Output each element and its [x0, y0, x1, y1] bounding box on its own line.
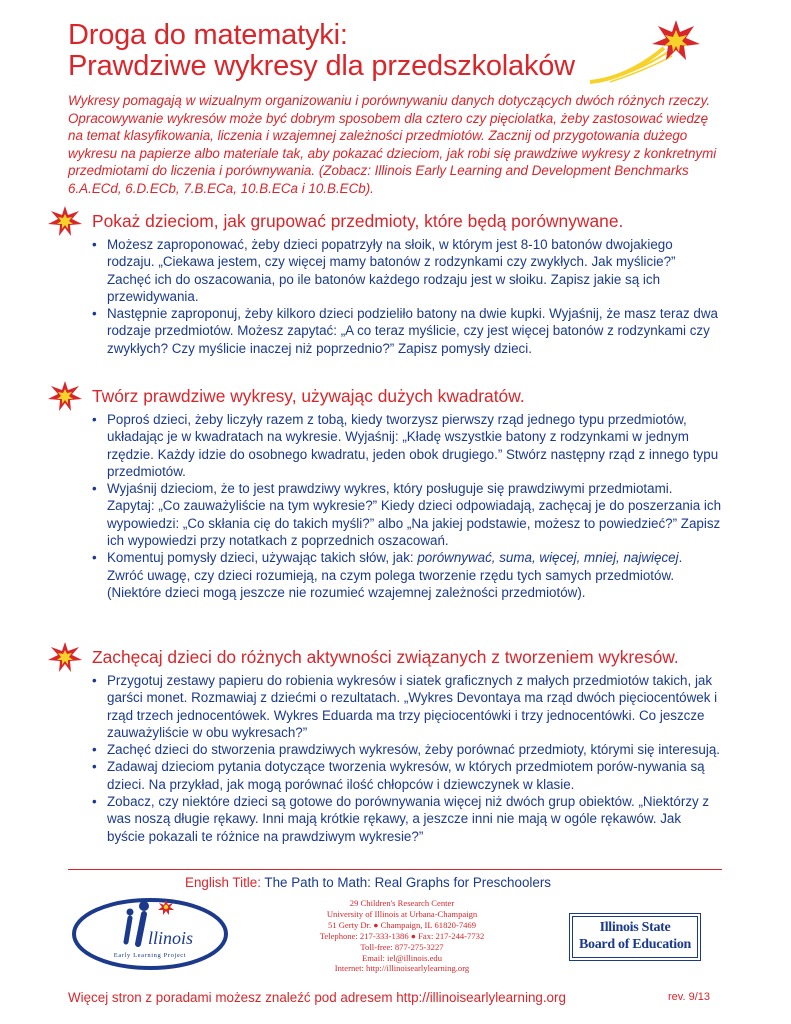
- star-bullet-icon: [48, 642, 82, 672]
- bullet-list: [92, 411, 722, 601]
- list-item: • Zobacz, czy niektóre dzieci są gotowe do porównywania więcej niż dwóch grup obiektów. „Niektórzy z was noszą długie rękawy. Inni mają krótkie rękawy, a jeszcze inni nie mają w ogóle rękawów. Jak byście pokazali te różnice na prawdziwym wykresie?”: [92, 793, 722, 845]
- list-item: • Wyjaśnij dzieciom, że to jest prawdziwy wykres, który posługuje się prawdziwymi przedmiotami. Zapytaj: „Co zauważyliście na tym wykresie?” Kiedy dzieci odpowiadają, zachęcaj je do poszerzania ich wypowiedzi: „Co skłania cię do takich myśli?” albo „Na jakiej podstawie, możesz to powiedzieć?” Zapisz ich wypowiedzi przy notatkach z poprzednich oszacowań.: [92, 480, 722, 549]
- contact-email[interactable]: Email: iel@illinois.edu: [362, 952, 442, 963]
- intro-paragraph: Wykresy pomagają w wizualnym organizowaniu i porównywaniu danych dotyczących dwóch różnych rzeczy. Opracowywanie wykresów może być dobrym sposobem dla cztero czy pięciolatka, żeby zastosować wiedzę na temat klasyfikowania, liczenia i wzajemnej zależności przedmiotów. Zacznij od przygotowania dużego wykresu na papierze albo materiale tak, aby pokazać dzieciom, jak robi się prawdziwe wykresy z konkretnymi przedmiotami do liczenia i porównywania. (Zobacz: Illinois Early Learning and Development Benchmarks 6.A.ECd, 6.D.ECb, 7.B.ECa, 10.B.ECa i 10.B.ECb).: [68, 93, 717, 196]
- iel-logo-word: llinois: [148, 928, 194, 948]
- iel-logo-subtitle: Early Learning Project: [113, 952, 187, 959]
- page-title: [68, 20, 668, 82]
- list-item: • Możesz zaproponować, żeby dzieci popatrzyły na słoik, w którym jest 8-10 batonów dwojakiego rodzaju. „Ciekawa jestem, czy więcej mamy batonów z rodzynkami czy zwykłych. Jak myślicie?” Zachęć ich do oszacowania, po ile batonów każdego rodzaju jest w słoiku. Zapisz jakie są ich przewidywania.: [92, 236, 722, 305]
- title-line-1: Droga do matematyki:: [68, 19, 348, 51]
- section-group-items: [48, 210, 748, 357]
- list-item: [92, 549, 722, 601]
- section-title: Twórz prawdziwe wykresy, używając dużych kwadratów.: [92, 386, 525, 406]
- footer-more-tips-link[interactable]: Więcej stron z poradami możesz znaleźć pod adresem http://illinoisearlylearning.org: [68, 990, 566, 1005]
- iel-logo-icon: [70, 892, 252, 972]
- section-title: Zachęcaj dzieci do różnych aktywności związanych z tworzeniem wykresów.: [92, 647, 679, 667]
- contact-line: Toll-free: 877-275-3227: [360, 941, 444, 952]
- isbe-line-1: Illinois State: [599, 920, 671, 935]
- english-title-value: The Path to Math: Real Graphs for Preschoolers: [264, 875, 551, 890]
- star-bullet-icon: [48, 206, 82, 236]
- bullet-text: Komentuj pomysły dzieci, używając takich słów, jak:: [107, 550, 418, 566]
- contact-line: Telephone: 217-333-1386 ● Fax: 217-244-7732: [319, 930, 485, 941]
- english-title: [68, 875, 668, 890]
- list-item: • Poproś dzieci, żeby liczyły razem z tobą, kiedy tworzysz pierwszy rząd jednego typu przedmiotów, układając je w kwadratach na wykresie. Wyjaśnij: „Kładę wszystkie batony z rodzynkami w jednym rzędzie. Każdy idzie do osobnego kwadratu, jeden obok drugiego.” Stwórz następny rząd z innego typu przedmiotów.: [92, 411, 722, 480]
- contact-info: [292, 898, 512, 974]
- contact-website[interactable]: Internet: http://illinoisearlylearning.org: [334, 963, 470, 974]
- section-title: Pokaż dzieciom, jak grupować przedmioty, które będą porównywane.: [92, 211, 624, 231]
- list-item: • Przygotuj zestawy papieru do robienia wykresów i siatek graficznych z małych przedmiotów takich, jak garści monet. Rozmawiaj z dziećmi o rezultatach. „Wykres Devontaya ma rząd dwóch pięciocentówek i rząd trzech jednocentówek. Wykres Eduarda ma trzy pięciocentówki i trzy jednocentówki. Co jeszcze zauważyliście w obu wykresach?”: [92, 672, 722, 741]
- contact-line: 51 Gerty Dr. ● Champaign, IL 61820-7469: [327, 919, 477, 930]
- revision-label: rev. 9/13: [668, 991, 710, 1003]
- star-bullet-icon: [48, 381, 82, 411]
- list-item: • Następnie zaproponuj, żeby kilkoro dzieci podzieliło batony na dwie kupki. Wyjaśnij, że masz teraz dwa rodzaje przedmiotów. Możesz zapytać: „A co teraz myślicie, czy jest więcej batonów z rodzynkami czy zwykłych? Czy myślicie inaczej niż poprzednio?” Zapisz pomysły dzieci.: [92, 305, 722, 357]
- contact-line: University of Illinois at Urbana-Champaign: [326, 908, 478, 919]
- english-title-label: English Title:: [185, 875, 261, 890]
- list-item: • Zachęć dzieci do stworzenia prawdziwych wykresów, żeby porównać przedmioty, którymi się interesują.: [92, 741, 722, 758]
- isbe-logo-text: [572, 916, 698, 958]
- title-line-2: Prawdziwe wykresy dla przedszkolaków: [68, 50, 575, 82]
- list-item: • Zadawaj dzieciom pytania dotyczące tworzenia wykresów, w których przedmiotem porów-nywania są dzieci. Na przykład, jak mogą porównać ilość chłopców i dziewczynek w klasie.: [92, 758, 722, 793]
- bullet-list: [92, 236, 722, 357]
- bullet-text: . Zwróć uwagę, czy dzieci rozumieją, na czym polega tworzenie rzędu tych samych przedmiotów. (Niektóre dzieci mogą jeszcze nie rozumieć wzajemnej zależności przedmiotów).: [107, 550, 683, 600]
- isbe-line-2: Board of Education: [578, 936, 692, 952]
- section-header: [48, 646, 748, 672]
- section-header: [48, 210, 748, 236]
- section-graph-activities: [48, 646, 748, 845]
- contact-line: 29 Children's Research Center: [349, 898, 455, 908]
- section-header: [48, 385, 748, 411]
- bullet-list: [92, 672, 722, 845]
- bullet-italic-words: porównywać, suma, więcej, mniej, najwięcej: [417, 550, 679, 566]
- shooting-star-icon: [588, 18, 708, 84]
- divider: [68, 869, 722, 870]
- section-real-graphs: [48, 385, 748, 601]
- isbe-logo: [569, 913, 701, 961]
